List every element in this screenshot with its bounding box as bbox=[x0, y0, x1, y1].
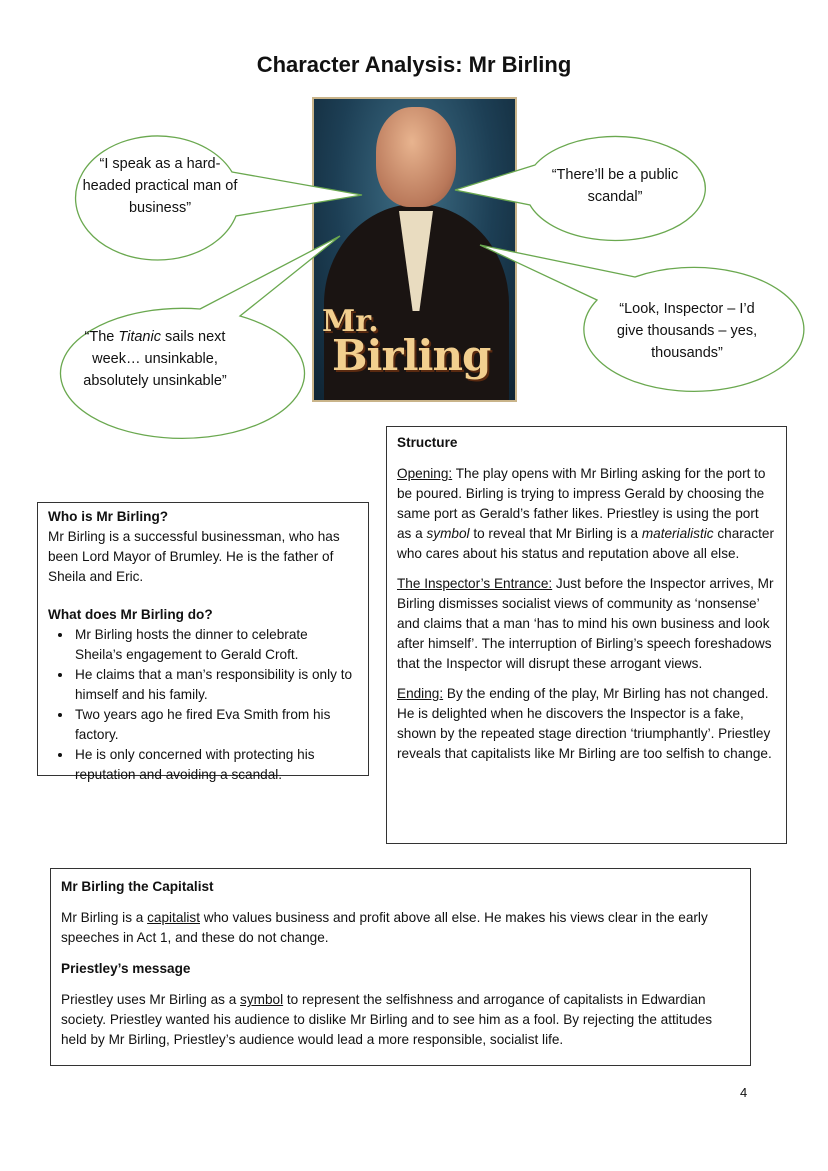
who-is-box bbox=[37, 502, 369, 782]
message-text-1: Priestley uses Mr Birling as a bbox=[61, 992, 241, 1007]
quote-2: “There’ll be a public scandal” bbox=[551, 167, 679, 205]
opening-label: Opening: bbox=[397, 466, 453, 481]
capitalist-text-1: Mr Birling is a bbox=[61, 910, 148, 925]
opening-paragraph bbox=[397, 464, 776, 564]
ending-paragraph bbox=[397, 684, 776, 764]
opening-text-2: to reveal that Mr Birling is a bbox=[469, 526, 642, 541]
quote-3 bbox=[70, 326, 240, 392]
who-heading: Who is Mr Birling? bbox=[48, 509, 169, 524]
message-text bbox=[61, 990, 740, 1050]
quote-3-post: sails next week… unsinkable, absolutely unsinkable” bbox=[83, 329, 227, 389]
page-title: Character Analysis: Mr Birling bbox=[256, 52, 572, 77]
entrance-label: The Inspector’s Entrance: bbox=[397, 576, 553, 591]
message-heading: Priestley’s message bbox=[61, 961, 191, 976]
page-number: 4 bbox=[740, 1085, 748, 1100]
message-text-2: to represent the selfishness and arrogance of capitalists in Edwardian society. Priestley wanted his audience to dislike Mr Birling and to see him as a fool. By rejecting the attitudes held by Mr Birling, Priestley’s audience would lead a more responsible, socialist life. bbox=[61, 992, 713, 1047]
list-item: • Mr Birling hosts the dinner to celebrate Sheila’s engagement to Gerald Croft. bbox=[73, 625, 358, 665]
quote-1: “I speak as a hard-headed practical man of business” bbox=[82, 156, 238, 216]
what-does-heading: What does Mr Birling do? bbox=[48, 607, 213, 622]
quote-4: “Look, Inspector – I’d give thousands – yes, thousands” bbox=[616, 301, 758, 361]
capitalist-box bbox=[50, 868, 751, 1066]
capitalist-text bbox=[61, 908, 740, 948]
list-item: • Two years ago he fired Eva Smith from his factory. bbox=[73, 705, 358, 745]
capitalist-heading: Mr Birling the Capitalist bbox=[61, 879, 214, 894]
opening-materialistic: materialistic bbox=[641, 526, 714, 541]
list-item: • He claims that a man’s responsibility is only to himself and his family. bbox=[73, 665, 358, 705]
quote-3-italic: Titanic bbox=[118, 329, 161, 345]
capitalist-term: capitalist bbox=[147, 910, 200, 925]
entrance-text: Just before the Inspector arrives, Mr Birling dismisses socialist views of community as ‘nonsense’ and claims that a man ‘has to mind his own business and look after himself’. The interruption of Birling’s speech foreshadows that the Inspector will disrupt these arrogant views. bbox=[397, 576, 774, 671]
poster-title-birling: Birling bbox=[332, 331, 491, 380]
opening-text: The play opens with Mr Birling asking for the port to be poured. Birling is trying to impress Gerald by choosing the same port as Gerald’s father likes. Priestley is using the port as a bbox=[397, 466, 766, 541]
opening-symbol: symbol bbox=[426, 526, 470, 541]
capitalist-text-2: who values business and profit above all else. He makes his views clear in the early speeches in Act 1, and these do not change. bbox=[61, 910, 708, 945]
list-item: • He is only concerned with protecting his reputation and avoiding a scandal. bbox=[73, 745, 358, 785]
entrance-paragraph bbox=[397, 574, 776, 674]
ending-text: By the ending of the play, Mr Birling has not changed. He is delighted when he discovers the Inspector is a fake, shown by the repeated stage direction ‘triumphantly’. Priestley reveals that capitalists like Mr Birling are too selfish to change. bbox=[397, 686, 772, 761]
quote-3-pre: “The bbox=[84, 329, 119, 345]
poster-title-mr: Mr. bbox=[322, 304, 379, 339]
opening-text-3: character who cares about his status and reputation above all else. bbox=[397, 526, 775, 561]
symbol-term: symbol bbox=[240, 992, 284, 1007]
who-text: Mr Birling is a successful businessman, who has been Lord Mayor of Brumley. He is the father of Sheila and Eric. bbox=[48, 529, 340, 584]
ending-label: Ending: bbox=[397, 686, 444, 701]
structure-heading: Structure bbox=[397, 435, 458, 450]
structure-box bbox=[386, 426, 787, 844]
